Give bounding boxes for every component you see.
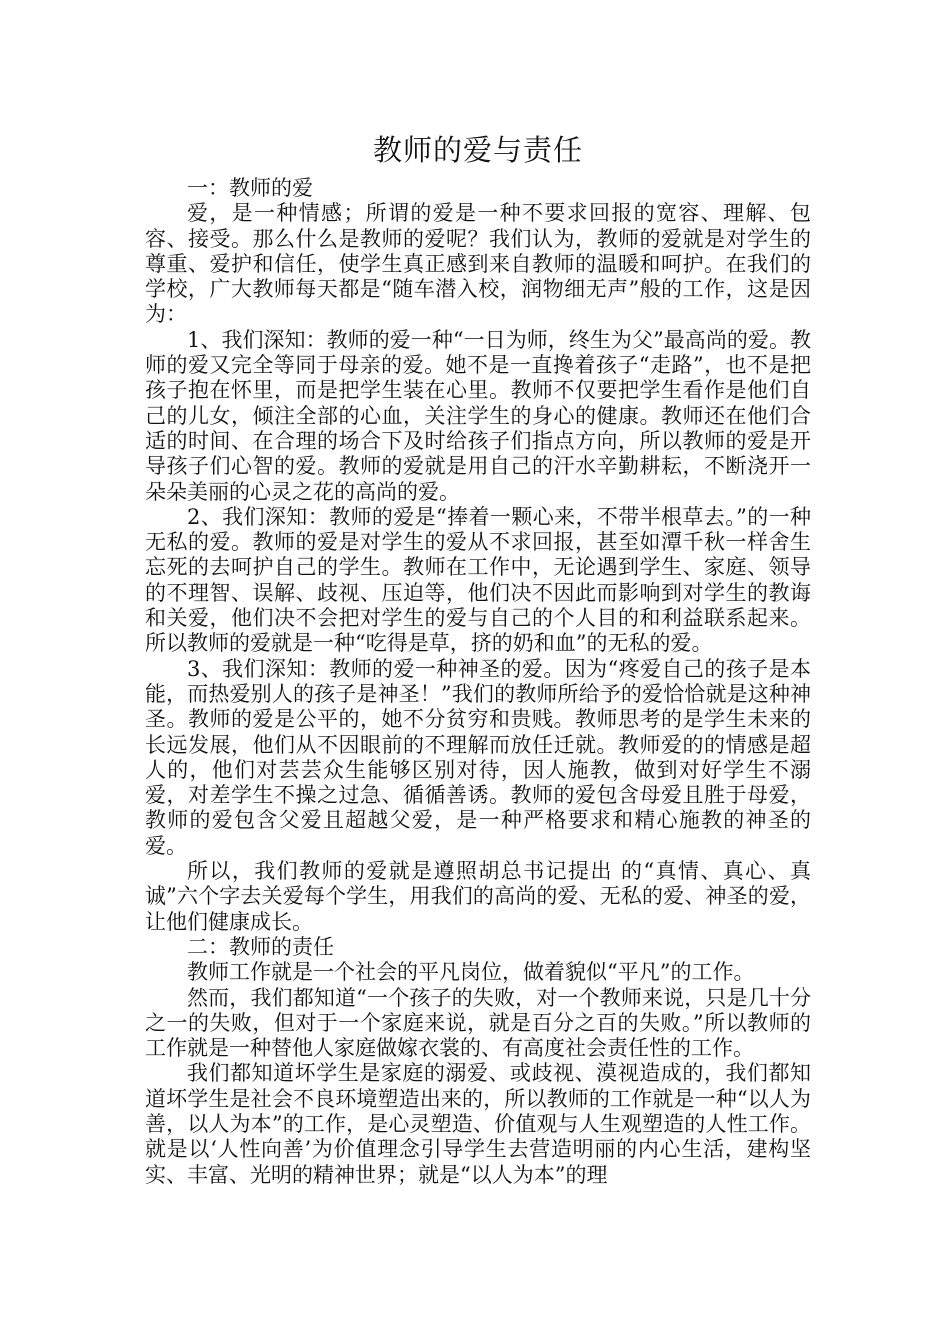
paragraph-love-point-1: 1、我们深知：教师的爱一种“一日为师，终生为父”最高尚的爱。教师的爱又完全等同于母亲的爱。她不是一直搀着孩子“走路”，也不是把孩子抱在怀里，而是把学生装在心里。教师不仅要把学生看作是他们自己的儿女，倾注全部的心血，关注学生的身心的健康。教师还在他们合适的时间、在合理的场合下及时给孩子们指点方向，所以教师的爱是开导孩子们心智的爱。教师的爱就是用自己的汗水辛勤耕耘，不断浇开一朵朵美丽的心灵之花的高尚的爱。 xyxy=(145,327,811,504)
paragraph-love-summary: 所以，我们教师的爱就是遵照胡总书记提出 的“真情、真心、真诚”六个字去关爱每个学生，用我们的高尚的爱、无私的爱、神圣的爱，让他们健康成长。 xyxy=(145,859,811,934)
document-title: 教师的爱与责任 xyxy=(372,133,583,167)
paragraph-love-intro: 爱，是一种情感；所谓的爱是一种不要求回报的宽容、理解、包容、接受。那么什么是教师的爱呢？我们认为，教师的爱就是对学生的尊重、爱护和信任，使学生真正感到来自教师的温暖和呵护。在我们的学校，广大教师每天都是“随车潜入校，润物细无声”般的工作，这是因为： xyxy=(145,201,811,327)
paragraph-love-point-3: 3、我们深知：教师的爱一种神圣的爱。因为“疼爱自己的孩子是本能，而热爱别人的孩子是神圣！”我们的教师所给予的爱恰恰就是这种神圣。教师的爱是公平的，她不分贫穷和贵贱。教师思考的是学生未来的长远发展，他们从不因眼前的不理解而放任迁就。教师爱的的情感是超人的，他们对芸芸众生能够区别对待，因人施教，做到对好学生不溺爱，对差学生不操之过急、循循善诱。教师的爱包含母爱且胜于母爱，教师的爱包含父爱且超越父爱，是一种严格要求和精心施教的神圣的爱。 xyxy=(145,656,811,858)
document-page xyxy=(145,128,811,1188)
section-heading-responsibility: 二：教师的责任 xyxy=(187,934,334,959)
paragraph-responsibility-humanity: 我们都知道坏学生是家庭的溺爱、或歧视、漠视造成的，我们都知道坏学生是社会不良环境塑造出来的，所以教师的工作就是一种“以人为善，以人为本”的工作，是心灵塑造、价值观与人生观塑造的人性工作。就是以‘人性向善’为价值理念引导学生去营造明丽的内心生活，建构坚实、丰富、光明的精神世界；就是“以人为本”的理 xyxy=(145,1061,811,1187)
paragraph-love-point-2: 2、我们深知：教师的爱是“捧着一颗心来，不带半根草去。”的一种无私的爱。教师的爱是对学生的爱从不求回报，甚至如潭千秋一样舍生忘死的去呵护自己的学生。教师在工作中，无论遇到学生、家庭、领导的不理智、误解、歧视、压迫等，他们决不因此而影响到对学生的教诲和关爱，他们决不会把对学生的爱与自己的个人目的和利益联系起来。所以教师的爱就是一种“吃得是草，挤的奶和血”的无私的爱。 xyxy=(145,504,811,656)
section-heading-love: 一：教师的爱 xyxy=(187,176,313,200)
paragraph-responsibility-intro: 教师工作就是一个社会的平凡岗位，做着貌似“平凡”的工作。 xyxy=(187,960,755,985)
paragraph-responsibility-family: 然而，我们都知道“一个孩子的失败，对一个教师来说，只是几十分之一的失败，但对于一个家庭来说，就是百分之百的失败。”所以教师的工作就是一种替他人家庭做嫁衣裳的、有高度社会责任性的工作。 xyxy=(145,985,811,1061)
